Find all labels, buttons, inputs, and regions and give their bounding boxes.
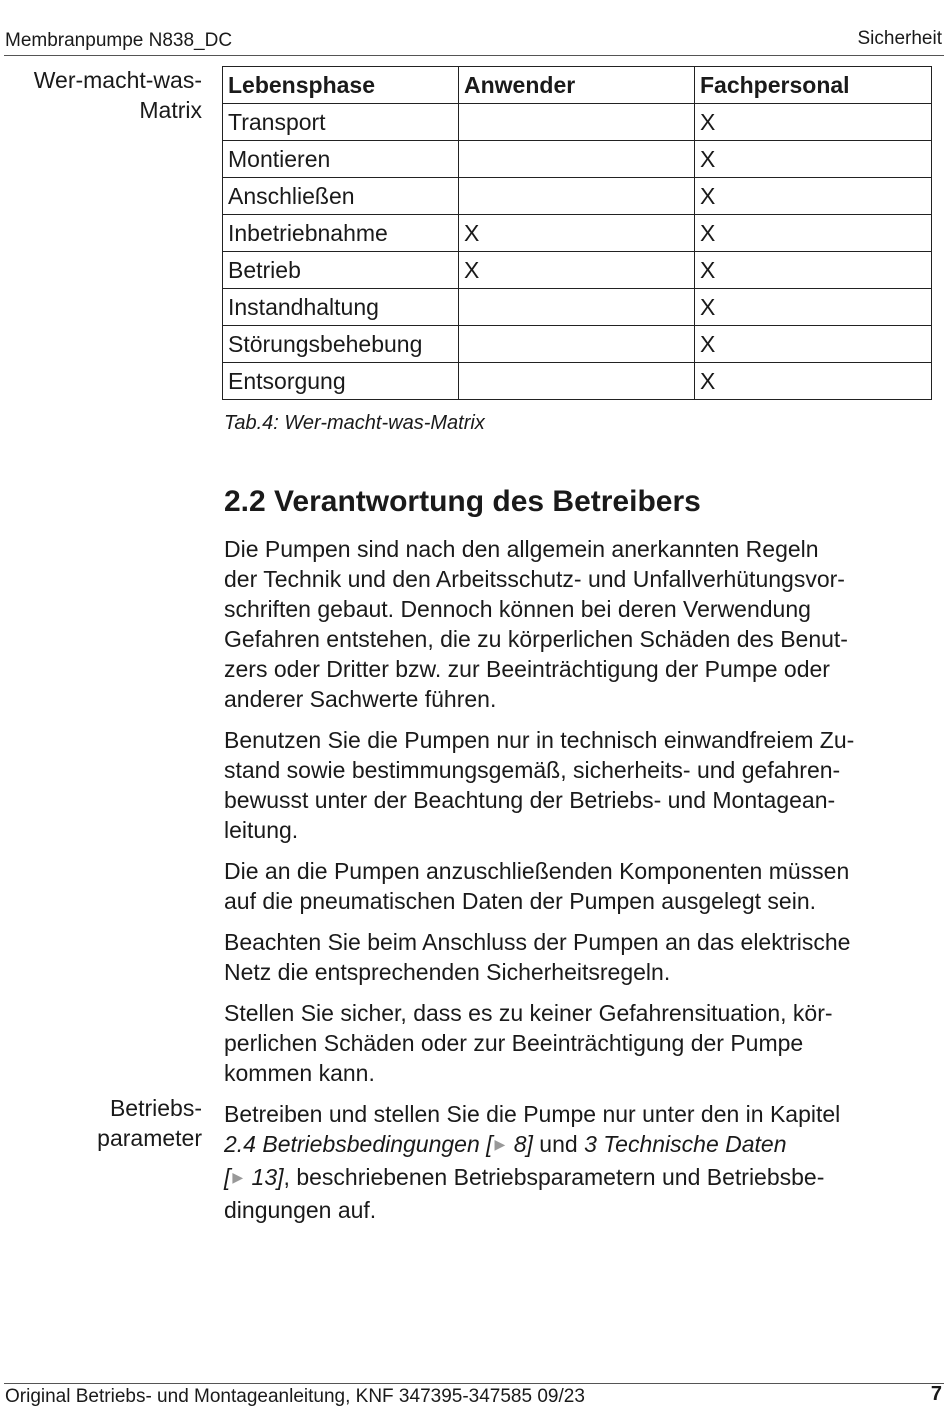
table-cell: Instandhaltung [223, 289, 459, 326]
side-label-line: Wer-macht-was- [33, 67, 202, 93]
column-header: Lebensphase [223, 67, 459, 104]
section-title: 2.2 Verantwortung des Betreibers [224, 485, 701, 518]
table-row [223, 252, 932, 289]
page-number: 7 [930, 1383, 942, 1405]
side-label-line: parameter [97, 1125, 202, 1151]
section-body [224, 534, 936, 1236]
table-cell: X [695, 326, 932, 363]
body-paragraph [224, 534, 936, 714]
text-line: perlichen Schäden oder zur Beeinträchtigung der Pumpe [224, 1030, 804, 1056]
table-cell: X [695, 141, 932, 178]
table-cell: Anschließen [223, 178, 459, 215]
body-paragraph [224, 856, 936, 916]
text-line: bewusst unter der Beachtung der Betriebs- und Montagean- [224, 787, 836, 813]
header-rule [4, 55, 944, 56]
table-cell [459, 326, 695, 363]
table-row [223, 363, 932, 400]
body-paragraph [224, 927, 936, 987]
table-cell: X [695, 215, 932, 252]
text-line: kommen kann. [224, 1060, 375, 1086]
table-cell: Entsorgung [223, 363, 459, 400]
body-paragraph [224, 725, 936, 845]
table-row [223, 104, 932, 141]
text-line: Netz die entsprechenden Sicherheitsregeln. [224, 959, 671, 985]
table-row [223, 141, 932, 178]
responsibility-matrix-table [222, 66, 932, 400]
table-cell [459, 141, 695, 178]
table-row [223, 326, 932, 363]
text-line: Beachten Sie beim Anschluss der Pumpen an das elektrische [224, 929, 851, 955]
table-caption: Tab.4: Wer-macht-was-Matrix [224, 412, 485, 434]
table-row [223, 289, 932, 326]
table-cell [459, 363, 695, 400]
reference-arrow-icon: ▶ [232, 1169, 244, 1185]
table-cell [459, 289, 695, 326]
table-cell: Betrieb [223, 252, 459, 289]
table-cell: Inbetriebnahme [223, 215, 459, 252]
footer-document-info: Original Betriebs- und Montageanleitung, KNF 347395-347585 09/23 [5, 1386, 585, 1407]
text-line: Benutzen Sie die Pumpen nur in technisch einwandfreiem Zu- [224, 727, 855, 753]
table-cell: X [459, 252, 695, 289]
body-paragraph-operating-parameters: Betreiben und stellen Sie die Pumpe nur unter den in Kapitel 2.4 Betriebsbedingungen [ ▶ 8] und 3 Technische Daten [ ▶ 13], beschriebenen Betriebsparametern und Betriebsbe- dingungen auf. [224, 1101, 841, 1223]
header-document-title: Membranpumpe N838_DC [5, 30, 233, 51]
table-cell: X [695, 178, 932, 215]
header-chapter: Sicherheit [857, 28, 942, 49]
table-row [223, 215, 932, 252]
table-cell: X [695, 252, 932, 289]
cross-reference-operating-conditions[interactable]: 2.4 Betriebsbedingungen [ ▶ 8] [224, 1131, 533, 1157]
side-label-line: Matrix [139, 97, 202, 123]
text-line: zers oder Dritter bzw. zur Beeinträchtigung der Pumpe oder [224, 656, 830, 682]
table-cell [459, 104, 695, 141]
side-label-operating-parameters [97, 1093, 202, 1153]
text-line: Betreiben und stellen Sie die Pumpe nur unter den in Kapitel [224, 1101, 841, 1127]
text-line: leitung. [224, 817, 299, 843]
table-cell: X [695, 363, 932, 400]
footer-rule [4, 1383, 944, 1384]
text-line: auf die pneumatischen Daten der Pumpen ausgelegt sein. [224, 888, 817, 914]
column-header: Fachpersonal [695, 67, 932, 104]
body-paragraph [224, 998, 936, 1088]
cross-reference-technical-data[interactable]: 3 Technische Daten [ ▶ 13] [224, 1131, 787, 1190]
table-header-row [223, 67, 932, 104]
table-cell: X [695, 289, 932, 326]
text-line: anderer Sachwerte führen. [224, 686, 497, 712]
table-cell: Störungsbehebung [223, 326, 459, 363]
table-cell [459, 178, 695, 215]
text-line: Gefahren entstehen, die zu körperlichen Schäden des Benut- [224, 626, 848, 652]
text-line: schriften gebaut. Dennoch können bei deren Verwendung [224, 596, 811, 622]
column-header: Anwender [459, 67, 695, 104]
side-label-line: Betriebs- [109, 1095, 202, 1121]
reference-arrow-icon: ▶ [494, 1136, 506, 1152]
table-row [223, 178, 932, 215]
text-line: stand sowie bestimmungsgemäß, sicherheits- und gefahren- [224, 757, 841, 783]
table-cell: Transport [223, 104, 459, 141]
table-cell: X [695, 104, 932, 141]
text-line: Die Pumpen sind nach den allgemein anerkannten Regeln [224, 536, 819, 562]
text-line: dingungen auf. [224, 1197, 377, 1223]
text-line: der Technik und den Arbeitsschutz- und Unfallverhütungsvor- [224, 566, 845, 592]
table-cell: Montieren [223, 141, 459, 178]
text-line: Stellen Sie sicher, dass es zu keiner Gefahrensituation, kör- [224, 1000, 833, 1026]
table-cell: X [459, 215, 695, 252]
side-label-matrix [34, 65, 202, 125]
text-line: Die an die Pumpen anzuschließenden Komponenten müssen [224, 858, 850, 884]
